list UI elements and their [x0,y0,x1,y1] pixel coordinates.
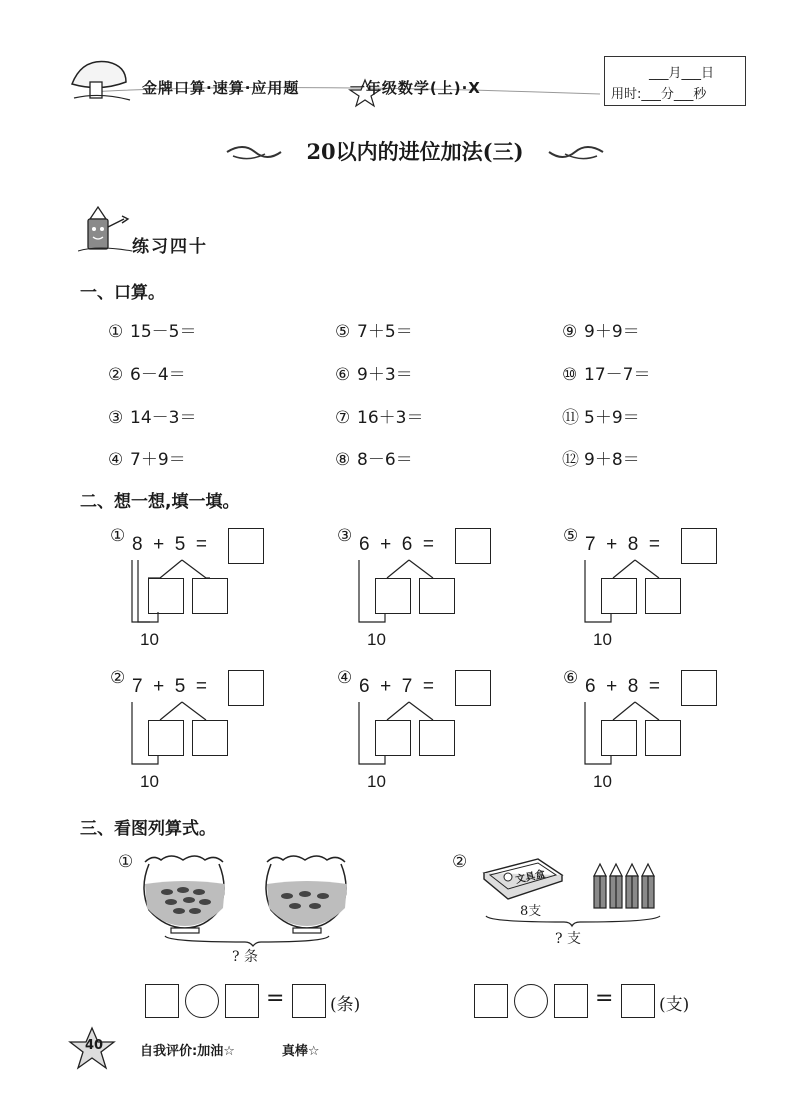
fishbowl-right-icon [266,856,347,933]
date-time-box [604,56,746,106]
fishbowl-illustration [135,848,365,948]
header-title [142,77,481,98]
mental-calc-5: ⑤ 7＋5＝ [335,322,413,342]
equation2-box-2[interactable] [554,984,588,1018]
equation1-result-box[interactable] [292,984,326,1018]
mental-calc-7: ⑦ 16＋3＝ [335,408,424,428]
make-ten-problem-4: ④ 6 + 7 = 10 [337,668,507,798]
problem-expression: 7 + 5 = [132,676,207,697]
make-ten-problem-1: ① 8 + 5 = 10 [110,526,280,656]
pencil-box-label: 文具盒 [514,868,547,886]
problem-expression: 6 + 8 = [585,676,660,697]
split-box-right[interactable] [645,578,681,614]
mental-calc-12: ⑫ 9＋8＝ [562,450,640,470]
mental-calc-10: ⑩ 17－7＝ [562,365,651,385]
equation1-operator-circle[interactable] [185,984,219,1018]
ten-label: 10 [593,630,612,649]
equation1-box-1[interactable] [145,984,179,1018]
problem-expression: 7 + 8 = [585,534,660,555]
mental-calc-3: ③ 14－3＝ [108,408,197,428]
great-label: 真棒☆ [281,1044,320,1059]
page-number: 40 [85,1038,104,1053]
make-ten-problem-6: ⑥ 6 + 8 = 10 [563,668,733,798]
make-ten-problem-5: ⑤ 7 + 8 = 10 [563,526,733,656]
ten-label: 10 [593,772,612,791]
equation2-result-box[interactable] [621,984,655,1018]
pencil-box-count: 8支 [520,904,542,919]
problem2-question: ? 支 [555,931,581,947]
date-line: ___月___日 [649,66,715,81]
time-line: 用时:___分___秒 [611,87,707,102]
pencil-mascot-icon [78,205,134,257]
problem-expression: 8 + 5 = [132,534,207,555]
bracket-line [110,526,280,656]
mental-calc-8: ⑧ 8－6＝ [335,450,413,470]
split-box-left[interactable] [375,578,411,614]
problem1-question: ? 条 [232,949,258,965]
split-box-right[interactable] [419,720,455,756]
section1-title: 一、口算。 [80,283,165,303]
problem-expression: 6 + 7 = [359,676,434,697]
mental-calc-11: ⑪ 5＋9＝ [562,408,640,428]
split-box-right[interactable] [419,578,455,614]
ten-label: 10 [367,630,386,649]
series-title: 金牌口算·速算·应用题 [142,79,300,97]
grade-subject: 一年级数学(上)·X [349,79,481,97]
self-eval-label: 自我评价:加油☆ [140,1044,235,1059]
equation1-unit: (条) [330,995,361,1015]
fishbowl-left-icon [144,856,225,933]
mental-calc-6: ⑥ 9＋3＝ [335,365,413,385]
section3-title: 三、看图列算式。 [80,819,216,839]
page-title: 20以内的进位加法(三) [306,139,524,164]
mushroom-icon [72,61,130,100]
make-ten-problem-2: ② 7 + 5 = 10 [110,668,280,798]
title-ornament-right [545,140,605,164]
equation1-box-2[interactable] [225,984,259,1018]
make-ten-problem-3: ③ 6 + 6 = 10 [337,526,507,656]
section2-title: 二、想一想,填一填。 [80,492,240,512]
mental-calc-9: ⑨ 9＋9＝ [562,322,640,342]
problem2-number: ② [452,852,468,872]
equation2-equals: = [595,986,614,1011]
ten-label: 10 [140,772,159,791]
split-box-left[interactable] [375,720,411,756]
split-box-left[interactable] [601,720,637,756]
ten-label: 10 [367,772,386,791]
self-evaluation [140,1040,320,1059]
split-box-left[interactable] [148,720,184,756]
problem1-number: ① [118,852,134,872]
mental-calc-1: ① 15－5＝ [108,322,197,342]
equation1-equals: = [266,986,285,1011]
split-box-right[interactable] [192,720,228,756]
split-box-left[interactable] [601,578,637,614]
mental-calc-4: ④ 7＋9＝ [108,450,186,470]
mental-calc-2: ② 6－4＝ [108,365,186,385]
exercise-label: 练习四十 [132,237,208,257]
equation2-box-1[interactable] [474,984,508,1018]
equation2-unit: (支) [659,995,690,1015]
equation2-operator-circle[interactable] [514,984,548,1018]
problem-expression: 6 + 6 = [359,534,434,555]
split-box-right[interactable] [645,720,681,756]
pencils-icon [590,862,660,914]
ten-label: 10 [140,630,159,649]
